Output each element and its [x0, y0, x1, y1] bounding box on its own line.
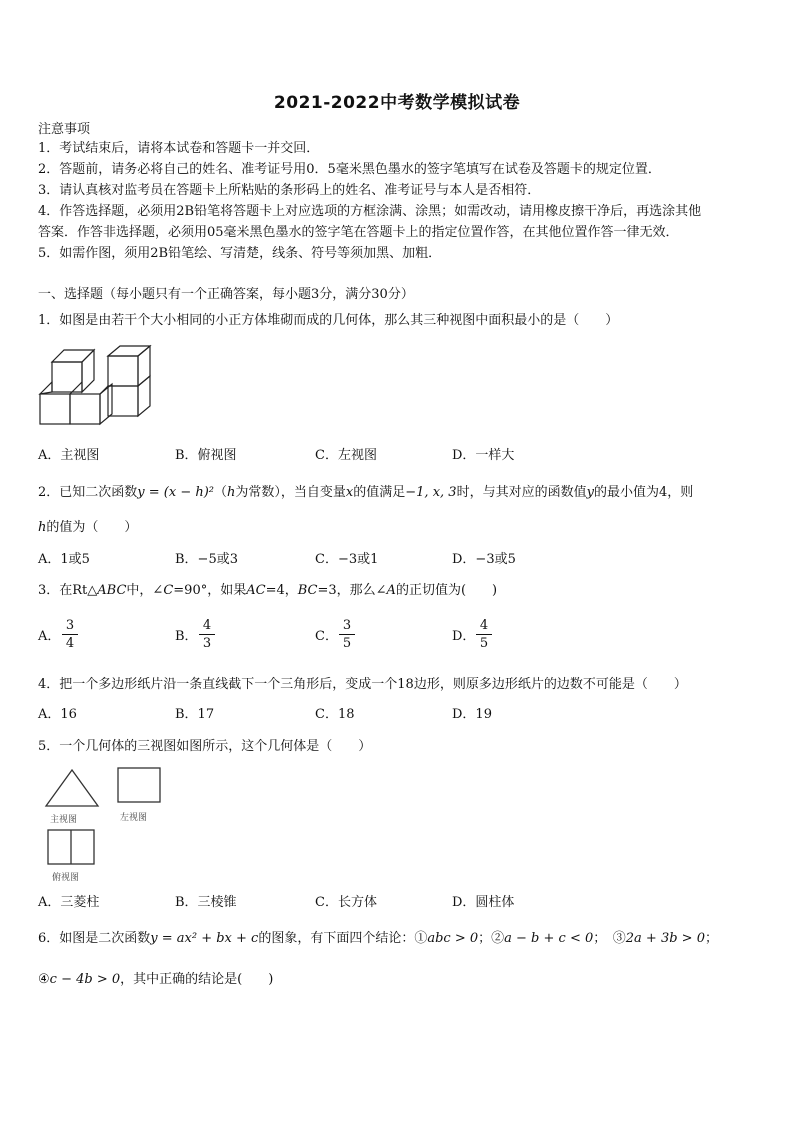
q2-mid3: 的值满足	[353, 485, 406, 500]
q6-line2-post: ，其中正确的结论是( )	[120, 972, 274, 987]
q5-left-view-label: 左视图	[120, 813, 148, 823]
q3-a-den: 4	[65, 636, 75, 651]
question-6-line-2	[38, 971, 273, 989]
q4-option-c[interactable]: C．18	[315, 707, 355, 722]
q2-option-b[interactable]: B．−5或3	[175, 552, 238, 567]
q2-h: h	[227, 485, 236, 500]
q1-option-b[interactable]: B．俯视图	[175, 448, 237, 463]
q2-option-a[interactable]: A．1或5	[38, 552, 90, 567]
notice-line-3: 3．请认真核对监考员在答题卡上所粘贴的条形码上的姓名、准考证号与本人是否相符．	[38, 183, 541, 198]
q1-option-c[interactable]: C．左视图	[315, 448, 377, 463]
q5-option-a[interactable]: A．三菱柱	[38, 895, 100, 910]
q6-conclusion-4: c − 4b > 0	[49, 972, 121, 987]
q3-option-a-label[interactable]: A．	[38, 629, 61, 644]
question-5-text: 5．一个几何体的三视图如图所示，这个几何体是（ ）	[38, 739, 372, 754]
q2-option-c[interactable]: C．−3或1	[315, 552, 379, 567]
q3-option-d-label[interactable]: D．	[452, 629, 476, 644]
q3-text-b: 中，∠	[126, 583, 164, 598]
question-2-line-1	[38, 484, 693, 502]
question-1-text: 1．如图是由若干个大小相同的小正方体堆砌而成的几何体，那么其三种视图中面积最小的是（ ）	[38, 313, 619, 328]
q3-option-d-fraction[interactable]	[476, 618, 492, 651]
page-title: 2021-2022中考数学模拟试卷	[273, 93, 521, 113]
q3-text-d: =4，	[265, 583, 298, 598]
q2-option-d[interactable]: D．−3或5	[452, 552, 516, 567]
q2-pre: 2．已知二次函数	[38, 485, 138, 500]
q2-x: x	[345, 485, 354, 500]
q2-mid1: （	[214, 485, 228, 500]
q3-a: A	[386, 583, 396, 598]
q6-pre: 6．如图是二次函数	[38, 931, 151, 946]
q3-text-e: =3，那么∠	[317, 583, 387, 598]
q3-option-a-fraction[interactable]	[62, 618, 78, 651]
notice-line-4: 4．作答选择题，必须用2B铅笔将答题卡上对应选项的方框涂满、涂黑；如需改动，请用橡皮擦干净后，再选涂其他	[38, 204, 702, 219]
q6-conclusion-3: 2a + 3b > 0	[625, 931, 705, 946]
q3-b-den: 3	[202, 636, 212, 651]
q6-mid: 的图象，有下面四个结论：①	[258, 931, 428, 946]
q2-h-2: h	[38, 520, 47, 535]
q3-a-num: 3	[65, 618, 75, 633]
q5-front-view-label: 主视图	[50, 815, 78, 825]
q6-sep-2: ； ③	[593, 931, 626, 946]
q6-line2-pre: ④	[38, 972, 50, 987]
q3-option-b-label[interactable]: B．	[175, 629, 198, 644]
q4-option-a[interactable]: A．16	[38, 707, 77, 722]
q3-b-num: 4	[202, 618, 212, 633]
notice-line-2: 2．答题前，请务必将自己的姓名、准考证号用0．5毫米黑色墨水的签字笔填写在试卷及答题卡的规定位置．	[38, 162, 661, 177]
q2-mid5: 的最小值为4，则	[593, 485, 694, 500]
q2-mid4: 时，与其对应的函数值	[456, 485, 587, 500]
q4-option-b[interactable]: B．17	[175, 707, 215, 722]
q3-ac: AC	[246, 583, 266, 598]
question-2-line-2	[38, 519, 137, 537]
q1-option-a[interactable]: A．主视图	[38, 448, 100, 463]
q2-y: y	[586, 485, 594, 500]
q3-c-num: 3	[342, 618, 352, 633]
q3-option-c-fraction[interactable]	[339, 618, 355, 651]
q3-c: C	[163, 583, 174, 598]
question-6-line-1	[38, 930, 718, 948]
q3-d-num: 4	[479, 618, 489, 633]
q6-conclusion-2: a − b + c < 0	[504, 931, 594, 946]
notice-line-6: 5．如需作图，须用2B铅笔绘、写清楚，线条、符号等须加黑、加粗．	[38, 246, 442, 261]
q3-c-den: 5	[342, 636, 352, 651]
q1-option-d[interactable]: D．一样大	[452, 448, 515, 463]
q5-option-d[interactable]: D．圆柱体	[452, 895, 515, 910]
q5-option-b[interactable]: B．三棱锥	[175, 895, 237, 910]
q3-d-den: 5	[479, 636, 489, 651]
q3-abc: ABC	[97, 583, 127, 598]
q3-option-c-label[interactable]: C．	[315, 629, 338, 644]
q3-text-f: 的正切值为( )	[395, 583, 498, 598]
q3-bc: BC	[297, 583, 318, 598]
q5-top-view-label: 俯视图	[52, 873, 80, 883]
question-4-text: 4．把一个多边形纸片沿一条直线截下一个三角形后，变成一个18边形，则原多边形纸片的边数不可能是（ ）	[38, 677, 687, 692]
q3-text-a: 3．在Rt△	[38, 583, 98, 598]
q3-text-c: =90°，如果	[173, 583, 247, 598]
q1-cube-stack-figure	[38, 344, 154, 430]
q5-option-c[interactable]: C．长方体	[315, 895, 377, 910]
question-3-text	[38, 582, 497, 600]
q3-option-b-fraction[interactable]	[199, 618, 215, 651]
q6-formula: y = ax² + bx + c	[150, 931, 259, 946]
q2-formula: y = (x − h)²	[137, 485, 214, 500]
q6-sep-3: ；	[704, 931, 718, 946]
notice-heading: 注意事项	[38, 122, 91, 137]
q2-range: −1, x, 3	[405, 485, 457, 500]
q5-left-view-rectangle	[116, 766, 164, 806]
q5-front-view-triangle	[42, 766, 102, 810]
q2-line2: 的值为（ ）	[46, 520, 138, 535]
q4-option-d[interactable]: D．19	[452, 707, 492, 722]
q5-top-view-rectangle	[46, 828, 98, 868]
q2-mid2: 为常数），当自变量	[235, 485, 346, 500]
section-heading: 一、选择题（每小题只有一个正确答案，每小题3分，满分30分）	[38, 287, 414, 302]
q6-sep-1: ；②	[478, 931, 505, 946]
notice-line-1: 1．考试结束后，请将本试卷和答题卡一并交回．	[38, 141, 320, 156]
notice-line-5: 答案．作答非选择题，必须用05毫米黑色墨水的签字笔在答题卡上的指定位置作答，在其他位置作答一律无效．	[38, 225, 679, 240]
q6-conclusion-1: abc > 0	[427, 931, 479, 946]
